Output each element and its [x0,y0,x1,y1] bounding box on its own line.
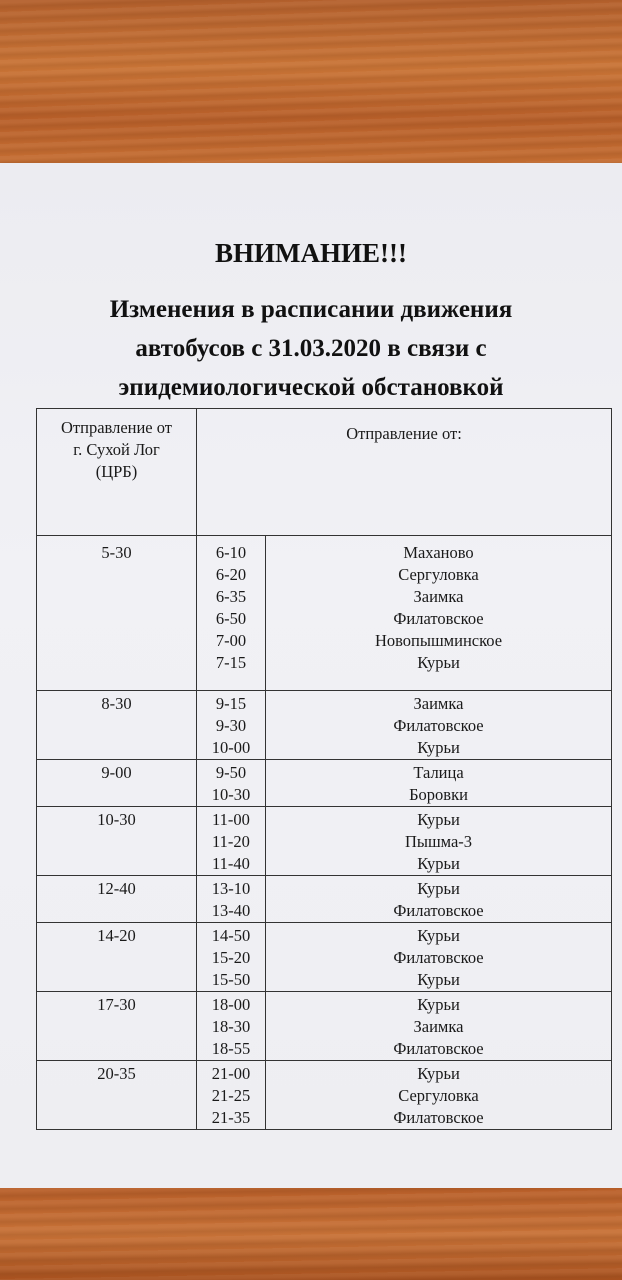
table-row [37,536,612,691]
return-times-list [197,923,265,991]
place-name: Филатовское [393,901,484,920]
return-time-value: 11-40 [212,854,250,873]
return-time-value: 15-20 [211,948,251,967]
return-times [197,923,266,992]
return-time-value: 13-40 [211,901,251,920]
return-times-list [197,536,265,674]
departure-places [266,807,612,876]
return-times-list [197,992,265,1060]
return-time-value: 7-15 [215,653,247,672]
city-departure-time [37,992,197,1061]
departure-places [266,876,612,923]
return-time-value: 6-10 [215,543,247,562]
city-departure-time [37,691,197,760]
return-times-list [197,876,265,922]
place-name: Курьи [417,653,460,672]
city-departure-time [37,536,197,691]
return-time-value: 21-25 [211,1086,251,1105]
return-times-list [197,760,265,806]
header-line: Отправление от [60,418,172,437]
departure-places-list [266,760,611,806]
city-departure-text [37,923,196,947]
table-row [37,760,612,807]
return-times [197,536,266,691]
place-name: Заимка [413,587,464,606]
city-departure-time [37,876,197,923]
place-name: Заимка [413,694,464,713]
departure-places-list [266,1061,611,1129]
header-depart-from-city [37,409,197,536]
city-departure-time [37,807,197,876]
return-time-value: 21-35 [211,1108,251,1127]
city-departure-time [37,760,197,807]
place-name: Филатовское [393,716,484,735]
city-departure-text [37,876,196,900]
return-time-value: 9-50 [215,763,247,782]
return-times [197,992,266,1061]
notice-subtitle [0,290,622,407]
place-name: Филатовское [393,1039,484,1058]
place-name: Курьи [417,810,460,829]
return-time-value: 6-35 [215,587,247,606]
city-departure-text [37,992,196,1016]
schedule-rows [37,536,612,1130]
place-name: Новопышминское [374,631,503,650]
return-times [197,760,266,807]
wooden-surface-bottom [0,1188,622,1280]
place-name: Сергуловка [398,565,479,584]
bus-schedule-table [36,408,612,1130]
city-departure-time [37,923,197,992]
city-departure-text [37,691,196,715]
departure-places-list [266,536,611,674]
departure-places-list [266,807,611,875]
city-departure-text [37,536,196,564]
place-name: Курьи [417,926,460,945]
city-departure-text [37,1061,196,1085]
departure-time-value: 20-35 [97,1064,136,1083]
departure-time-value: 14-20 [97,926,136,945]
table-row [37,691,612,760]
return-times-list [197,1061,265,1129]
return-times [197,691,266,760]
return-times-list [197,807,265,875]
departure-places-list [266,923,611,991]
table-row [37,992,612,1061]
notice-title: ВНИМАНИЕ!!! [215,238,407,268]
return-time-value: 18-30 [211,1017,251,1036]
departure-places [266,760,612,807]
table-header-row [37,409,612,536]
city-departure-text [37,760,196,784]
place-name: Филатовское [393,609,484,628]
departure-places [266,992,612,1061]
departure-places-list [266,992,611,1060]
place-name: Талица [413,763,464,782]
departure-time-value: 9-00 [101,763,132,782]
return-time-value: 11-00 [212,810,250,829]
header-line: г. Сухой Лог [73,440,160,459]
return-time-value: 9-30 [215,716,247,735]
return-times-list [197,691,265,759]
place-name: Боровки [409,785,468,804]
place-name: Пышма-3 [404,832,473,851]
return-times [197,807,266,876]
place-name: Курьи [417,970,460,989]
return-time-value: 13-10 [211,879,251,898]
return-time-value: 11-20 [212,832,250,851]
place-name: Филатовское [393,1108,484,1127]
departure-places-list [266,691,611,759]
departure-time-value: 12-40 [97,879,136,898]
place-name: Курьи [417,738,460,757]
place-name: Курьи [417,854,460,873]
table-row [37,923,612,992]
departure-time-value: 5-30 [101,543,132,562]
return-time-value: 18-00 [211,995,251,1014]
city-departure-text [37,807,196,831]
return-time-value: 10-30 [211,785,251,804]
return-time-value: 15-50 [211,970,251,989]
return-time-value: 7-00 [215,631,247,650]
subtitle-line: автобусов с 31.03.2020 в связи с [135,335,487,362]
departure-time-value: 8-30 [101,694,132,713]
return-time-value: 9-15 [215,694,247,713]
return-time-value: 21-00 [211,1064,251,1083]
header-depart-from-places: Отправление от: [197,409,612,536]
place-name: Маханово [403,543,474,562]
return-times [197,1061,266,1130]
return-time-value: 6-50 [215,609,247,628]
place-name: Курьи [417,1064,460,1083]
place-name: Филатовское [393,948,484,967]
departure-places [266,536,612,691]
return-time-value: 18-55 [211,1039,251,1058]
wooden-surface-top [0,0,622,168]
table-row [37,876,612,923]
place-name: Сергуловка [398,1086,479,1105]
departure-time-value: 17-30 [97,995,136,1014]
return-times [197,876,266,923]
departure-places [266,923,612,992]
departure-places [266,1061,612,1130]
subtitle-line: Изменения в расписании движения [109,296,513,323]
departure-places-list [266,876,611,922]
city-departure-time [37,1061,197,1130]
place-name: Курьи [417,879,460,898]
place-name: Заимка [413,1017,464,1036]
subtitle-line: эпидемиологической обстановкой [118,374,504,401]
return-time-value: 6-20 [215,565,247,584]
table-row [37,807,612,876]
header-line: (ЦРБ) [95,462,138,481]
place-name: Курьи [417,995,460,1014]
departure-places [266,691,612,760]
table-row [37,1061,612,1130]
return-time-value: 10-00 [211,738,251,757]
departure-time-value: 10-30 [97,810,136,829]
return-time-value: 14-50 [211,926,251,945]
